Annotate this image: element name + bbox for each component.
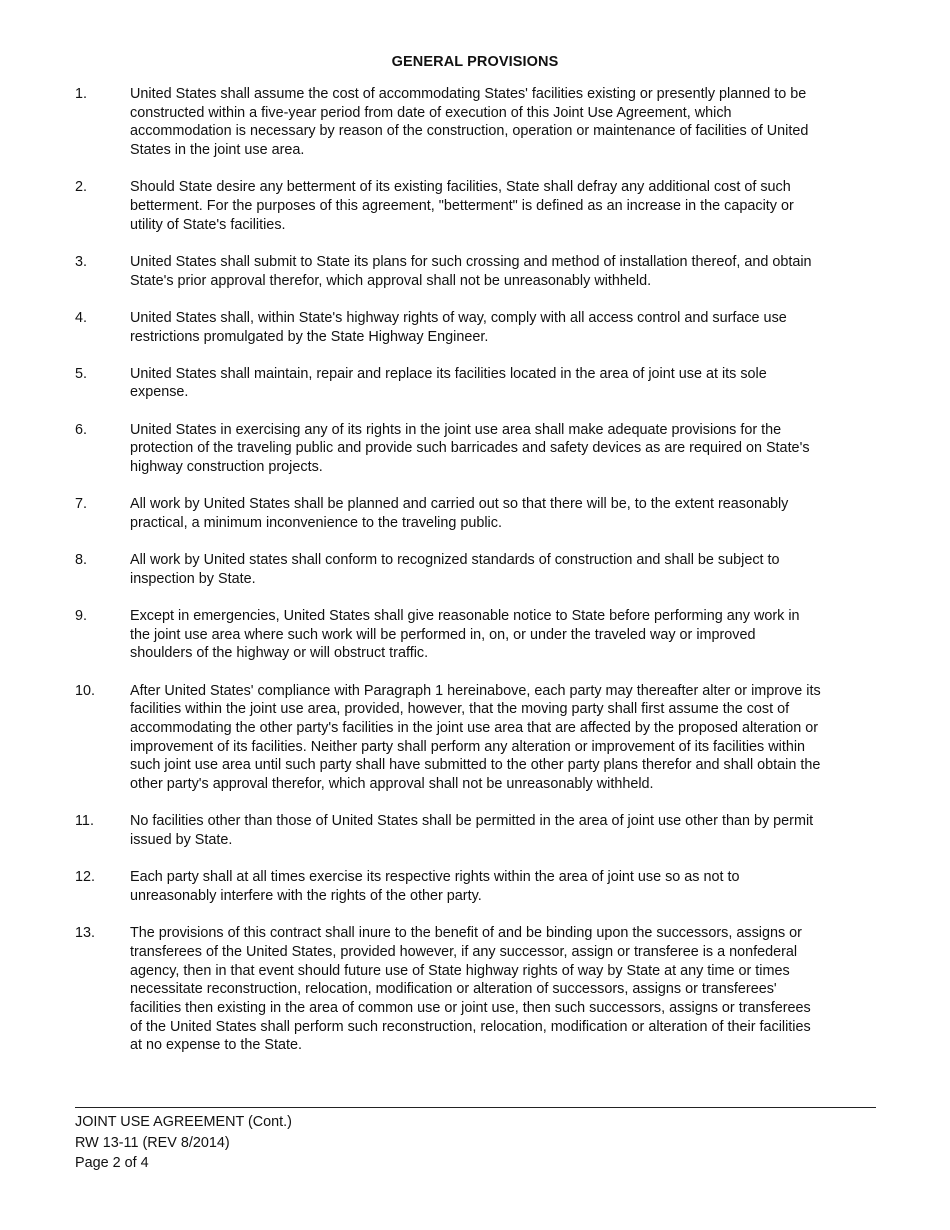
provision-text: Except in emergencies, United States shall give reasonable notice to State before performing any work in the joint use area where such work will be performed in, on, or under the traveled way or improved shoulders of the highway or will obstruct traffic. — [130, 608, 800, 662]
provision-text: The provisions of this contract shall inure to the benefit of and be binding upon the successors, assigns or transferees of the United States, provided however, if any successor, assign or transferee is a nonfederal agency, then in that event should future use of State highway rights of way by State at any time or times necessitate reconstruction, relocation, modification or alteration of successors, assigns or transferees' facilities then existing in the area of common use or joint use, then such successors, assigns or transferees of the United States shall perform such reconstruction, relocation, modification or alteration of their facilities at no expense to the State. — [130, 925, 811, 1054]
provision-number: 1. — [75, 86, 88, 102]
provision-item — [75, 495, 880, 532]
provision-item — [75, 868, 880, 905]
provision-number: 11. — [75, 813, 94, 830]
provision-number: 6. — [75, 421, 88, 438]
provision-text: United States shall, within State's highway rights of way, comply with all access control and surface use restrictions promulgated by the State Highway Engineer. — [130, 309, 787, 345]
provision-number: 2. — [75, 179, 88, 196]
provision-number: 5. — [75, 365, 88, 382]
provision-text: No facilities other than those of United States shall be permitted in the area of joint use other than by permit issued by State. — [130, 813, 814, 849]
provision-text: All work by United states shall conform to recognized standards of construction and shall be subject to inspection by State. — [130, 552, 780, 587]
provision-item — [75, 178, 880, 234]
provision-number: 13. — [75, 925, 96, 942]
provision-item — [75, 551, 880, 588]
page-footer — [75, 1112, 876, 1174]
provision-item — [75, 682, 880, 794]
provisions-list — [75, 85, 880, 1074]
provision-number: 12. — [75, 869, 96, 886]
page-title: GENERAL PROVISIONS — [391, 54, 559, 70]
provision-text: United States shall maintain, repair and replace its facilities located in the area of joint use at its sole expense. — [130, 365, 767, 401]
provision-item — [75, 607, 880, 663]
provision-item — [75, 309, 880, 346]
provision-item — [75, 924, 880, 1055]
footer-page-number: Page 2 of 4 — [75, 1155, 149, 1172]
provision-item — [75, 253, 880, 290]
provision-text: Should State desire any betterment of its existing facilities, State shall defray any additional cost of such betterment. For the purposes of this agreement, "betterment" is defined as an increase in the capacity or utility of State's facilities. — [130, 179, 794, 233]
provision-text: After United States' compliance with Paragraph 1 hereinabove, each party may thereafter alter or improve its facilities within the joint use area, provided, however, that the moving party shall first assume the cost of accommodating the other party's facilities in the joint use area that are affected by the proposed alteration or improvement of its facilities. Neither party shall perform any alteration or improvement of its facilities within such joint use area until such party shall have submitted to the other party plans therefor and shall obtain the other party's approval therefor, which approval shall not be unreasonably withheld. — [130, 682, 821, 793]
provision-number: 4. — [75, 309, 88, 326]
provision-text: United States in exercising any of its rights in the joint use area shall make adequate provisions for the protection of the traveling public and provide such barricades and safety devices as are required on State's highway construction projects. — [130, 421, 810, 476]
provision-text: All work by United States shall be planned and carried out so that there will be, to the extent reasonably practical, a minimum inconvenience to the traveling public. — [130, 496, 789, 531]
provision-item — [75, 85, 880, 160]
provision-number: 10. — [75, 682, 96, 699]
provision-number: 7. — [75, 496, 88, 513]
provision-item — [75, 365, 880, 402]
provision-number: 8. — [75, 552, 88, 569]
footer-form-number: RW 13-11 (REV 8/2014) — [75, 1134, 230, 1151]
footer-divider — [75, 1107, 876, 1108]
provision-text: United States shall submit to State its plans for such crossing and method of installation thereof, and obtain State's prior approval therefor, which approval shall not be unreasonably withheld. — [130, 253, 812, 289]
provision-number: 9. — [75, 608, 88, 625]
provision-text: United States shall assume the cost of accommodating States' facilities existing or presently planned to be constructed within a five-year period from date of execution of this Joint Use Agreement, which accommodation is necessary by reason of the construction, operation or maintenance of facilities of United States in the joint use area. — [130, 86, 809, 159]
provision-text: Each party shall at all times exercise its respective rights within the area of joint use so as not to unreasonably interfere with the rights of the other party. — [130, 869, 740, 904]
provision-item — [75, 812, 880, 849]
provision-number: 3. — [75, 253, 88, 270]
footer-document-name: JOINT USE AGREEMENT (Cont.) — [75, 1114, 292, 1130]
provision-item — [75, 421, 880, 477]
